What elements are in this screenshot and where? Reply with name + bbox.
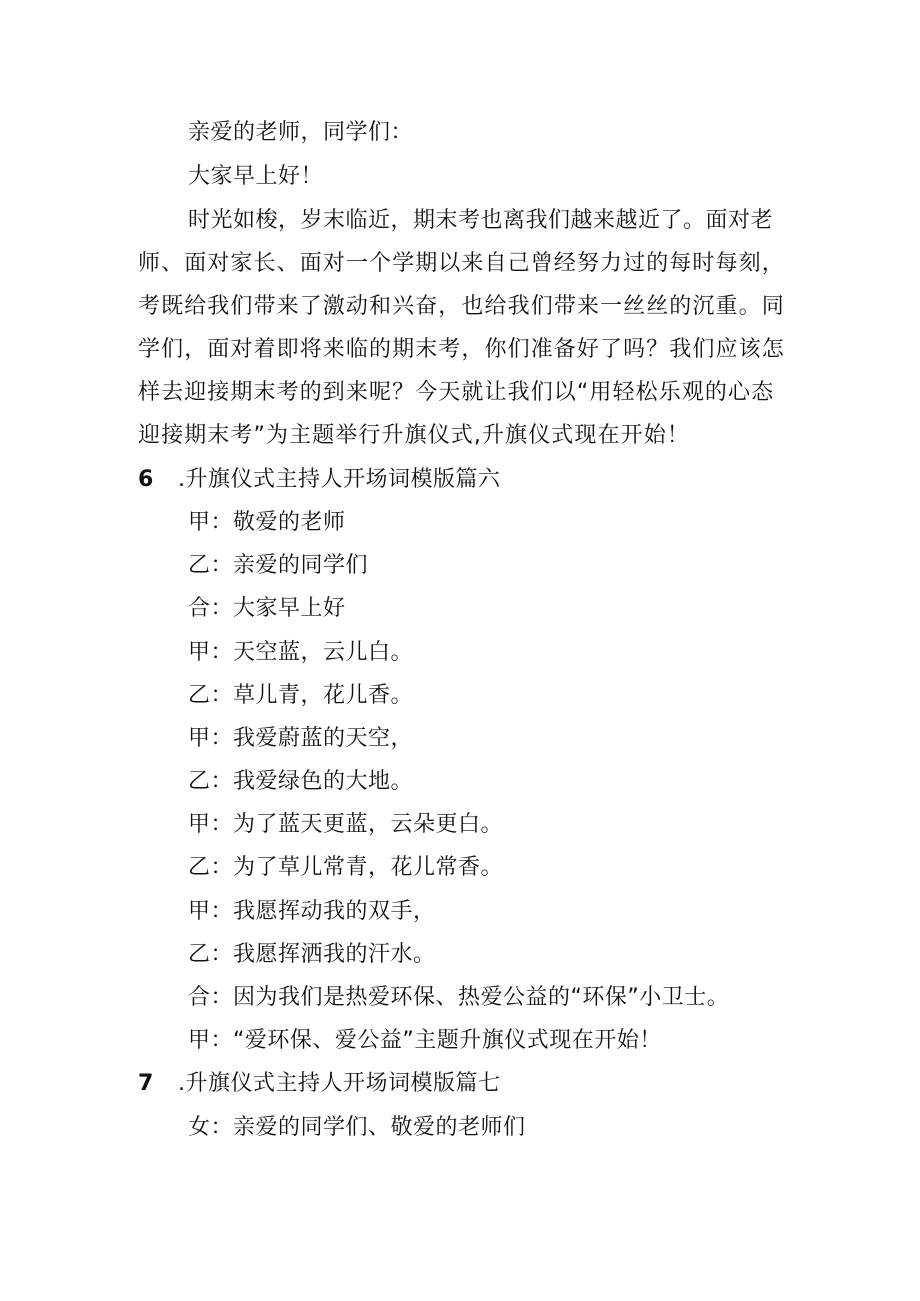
dialogue-line: 甲：“爱环保、爱公益”主题升旗仪式现在开始！: [188, 1028, 662, 1053]
dialogue-line: 女：亲爱的同学们、敬爱的老师们: [188, 1115, 526, 1140]
paragraph-line: 考既给我们带来了激动和兴奋，也给我们带来一丝丝的沉重。同: [138, 294, 785, 319]
dialogue-line: 甲：天空蓝，云儿白。: [188, 640, 414, 665]
section-7-heading: [138, 1069, 501, 1099]
dialogue-line: 甲：我爱蔚蓝的天空，: [188, 726, 414, 751]
section-7-title: .升旗仪式主持人开场词模版篇七: [178, 1071, 501, 1096]
paragraph-line: 样去迎接期末考的到来呢？今天就让我们以“用轻松乐观的心态: [138, 380, 775, 405]
dialogue-line: 甲：敬爱的老师: [188, 510, 346, 535]
dialogue-line: 乙：为了草儿常青，花儿常香。: [188, 855, 504, 880]
paragraph-line: 迎接期末考”为主题举行升旗仪式,升旗仪式现在开始！: [138, 423, 690, 448]
section-6-heading: [138, 465, 501, 495]
paragraph-line: 时光如梭，岁末临近，期末考也离我们越来越近了。面对老: [188, 208, 774, 233]
dialogue-line: 合：因为我们是热爱环保、热爱公益的“环保”小卫士。: [188, 985, 730, 1010]
section-7-number: 7: [138, 1071, 154, 1096]
paragraph-line: 学们，面对着即将来临的期末考，你们准备好了吗？我们应该怎: [138, 337, 785, 362]
dialogue-line: 乙：亲爱的同学们: [188, 553, 369, 578]
dialogue-line: 甲：为了蓝天更蓝，云朵更白。: [188, 812, 504, 837]
paragraph-line: 师、面对家长、面对一个学期以来自己曾经努力过的每时每刻，: [138, 251, 785, 276]
salute-line: 大家早上好！: [188, 164, 324, 189]
dialogue-line: 乙：我愿挥洒我的汗水。: [188, 942, 436, 967]
dialogue-line: 甲：我愿挥动我的双手，: [188, 899, 436, 924]
section-6-number: 6: [138, 467, 154, 492]
greeting-line: 亲爱的老师，同学们：: [188, 120, 414, 145]
dialogue-line: 乙：草儿青，花儿香。: [188, 683, 414, 708]
section-6-title: .升旗仪式主持人开场词模版篇六: [178, 467, 501, 492]
dialogue-line: 合：大家早上好: [188, 596, 346, 621]
dialogue-line: 乙：我爱绿色的大地。: [188, 769, 414, 794]
